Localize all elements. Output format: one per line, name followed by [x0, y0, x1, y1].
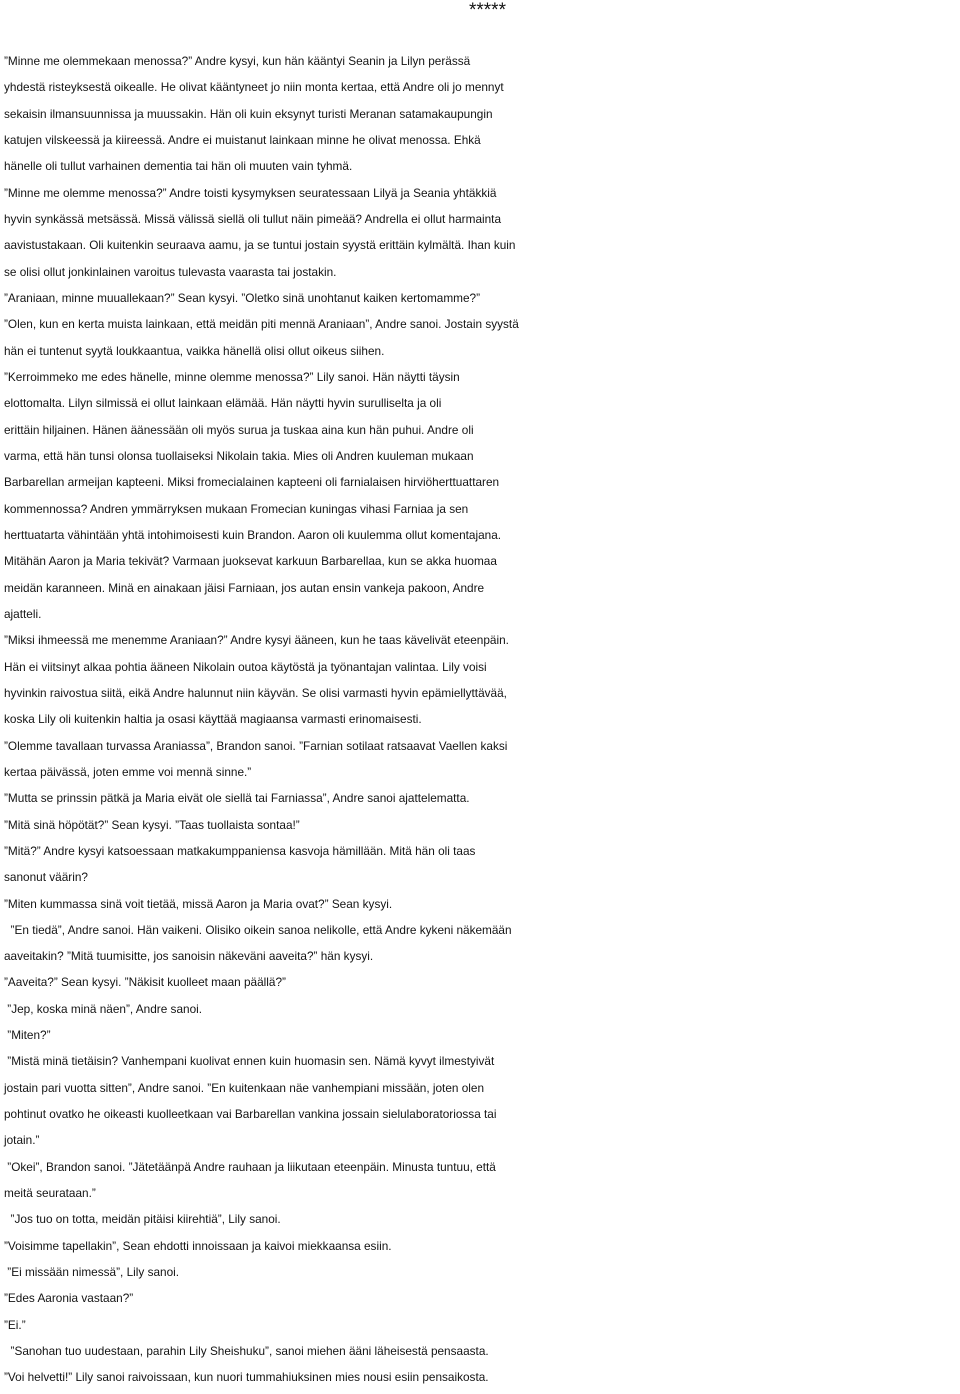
text-line: ”Ei.”: [4, 1317, 26, 1332]
text-line: Mitähän Aaron ja Maria tekivät? Varmaan juoksevat karkuun Barbarellaa, kun se akka huomaa: [4, 554, 497, 569]
text-line: hyvinkin raivostua siitä, eikä Andre halunnut niin käyvän. Se olisi varmasti hyvin epämiellyttävää,: [4, 685, 507, 700]
text-line: erittäin hiljainen. Hänen äänessään oli myös surua ja tuskaa aina kun hän puhui. Andre oli: [4, 422, 474, 437]
story-text: [4, 48, 960, 1391]
text-line: ”Minne me olemme menossa?” Andre toisti kysymyksen seuratessaan Lilyä ja Seania yhtäkkiä: [4, 185, 497, 200]
text-line: herttuatarta vähintään yhtä intohimoisesti kuin Brandon. Aaron oli kuulemma ollut komentajana.: [4, 527, 502, 542]
text-line: sanonut väärin?: [4, 870, 88, 885]
text-line: ”Miten?”: [4, 1028, 51, 1043]
text-line: ”Miten kummassa sinä voit tietää, missä Aaron ja Maria ovat?” Sean kysyi.: [4, 896, 393, 911]
text-line: hän ei tuntenut syytä loukkaantua, vaikka hänellä olisi ollut oikeus siihen.: [4, 343, 385, 358]
text-line: hänelle oli tullut varhainen dementia tai hän oli muuten vain tyhmä.: [4, 159, 353, 174]
text-line: ”En tiedä”, Andre sanoi. Hän vaikeni. Olisiko oikein sanoa nelikolle, että Andre kykeni näkemään: [4, 922, 512, 937]
text-line: Hän ei viitsinyt alkaa pohtia ääneen Nikolain outoa käytöstä ja työnantajan valintaa. Lily voisi: [4, 659, 487, 674]
section-separator: *****: [469, 0, 506, 21]
text-line: ”Kerroimmeko me edes hänelle, minne olemme menossa?” Lily sanoi. Hän näytti täysin: [4, 369, 460, 384]
text-line: ”Mitä sinä höpötät?” Sean kysyi. ”Taas tuollaista sontaa!”: [4, 817, 300, 832]
text-line: ”Aaveita?” Sean kysyi. ”Näkisit kuolleet maan päällä?”: [4, 975, 286, 990]
text-line: ”Ei missään nimessä”, Lily sanoi.: [4, 1265, 180, 1280]
text-line: elottomalta. Lilyn silmissä ei ollut lainkaan elämää. Hän näytti hyvin surulliselta ja oli: [4, 396, 442, 411]
text-line: ”Jep, koska minä näen”, Andre sanoi.: [4, 1001, 203, 1016]
text-line: ajatteli.: [4, 606, 42, 621]
text-line: katujen vilskeessä ja kiireessä. Andre ei muistanut lainkaan minne he olivat menossa. Ehkä: [4, 132, 481, 147]
text-line: koska Lily oli kuitenkin haltia ja osasi käyttää magiaansa varmasti erinomaisesti.: [4, 712, 422, 727]
text-line: ”Mitä?” Andre kysyi katsoessaan matkakumppaniensa kasvoja hämillään. Mitä hän oli taas: [4, 843, 476, 858]
text-line: ”Araniaan, minne muuallekaan?” Sean kysyi. ”Oletko sinä unohtanut kaiken kertomamme?”: [4, 290, 481, 305]
text-line: meitä seurataan.”: [4, 1186, 96, 1201]
text-line: aavistustakaan. Oli kuitenkin seuraava aamu, ja se tuntui jostain syystä erittäin kylmältä. Ihan kuin: [4, 238, 516, 253]
text-line: kommennossa? Andren ymmärryksen mukaan Fromecian kuningas vihasi Farniaa ja sen: [4, 501, 469, 516]
text-line: ”Olen, kun en kerta muista lainkaan, että meidän piti mennä Araniaan”, Andre sanoi. Jostain syystä: [4, 317, 519, 332]
text-line: jotain.”: [4, 1133, 40, 1148]
text-line: ”Mistä minä tietäisin? Vanhempani kuolivat ennen kuin huomasin sen. Nämä kyvyt ilmestyivät: [4, 1054, 495, 1069]
text-line: ”Voisimme tapellakin”, Sean ehdotti innoissaan ja kaivoi miekkaansa esiin.: [4, 1238, 392, 1253]
text-line: Barbarellan armeijan kapteeni. Miksi fromecialainen kapteeni oli farnialaisen hirviöherttuattaren: [4, 475, 500, 490]
text-line: ”Jos tuo on totta, meidän pitäisi kiirehtiä”, Lily sanoi.: [4, 1212, 281, 1227]
text-line: ”Miksi ihmeessä me menemme Araniaan?” Andre kysyi ääneen, kun he taas kävelivät eteenpäin.: [4, 633, 509, 648]
text-line: yhdestä risteyksestä oikealle. He olivat kääntyneet jo niin monta kertaa, että Andre oli jo mennyt: [4, 80, 504, 95]
text-line: ”Edes Aaronia vastaan?”: [4, 1291, 134, 1306]
text-line: meidän karanneen. Minä en ainakaan jäisi Farniaan, jos autan ensin vankeja pakoon, Andre: [4, 580, 485, 595]
text-line: jostain pari vuotta sitten”, Andre sanoi. ”En kuitenkaan näe vanhempiani missään, joten olen: [4, 1080, 485, 1095]
text-line: ”Minne me olemmekaan menossa?” Andre kysyi, kun hän kääntyi Seanin ja Lilyn perässä: [4, 54, 471, 68]
text-line: sekaisin ilmansuunnissa ja muussakin. Hän oli kuin eksynyt turisti Meranan satamakaupungin: [4, 106, 493, 121]
text-line: ”Voi helvetti!” Lily sanoi raivoissaan, kun nuori tummahiuksinen mies nousi esiin pensaikosta.: [4, 1370, 489, 1385]
text-line: kertaa päivässä, joten emme voi mennä sinne.”: [4, 764, 252, 779]
text-line: ”Mutta se prinssin pätkä ja Maria eivät ole siellä tai Farniassa”, Andre sanoi ajattelematta.: [4, 791, 470, 806]
text-line: pohtinut ovatko he oikeasti kuolleetkaan vai Barbarellan vankina jossain sielulaboratoriossa tai: [4, 1107, 497, 1122]
text-line: ”Olemme tavallaan turvassa Araniassa”, Brandon sanoi. ”Farnian sotilaat ratsaavat Vaellen kaksi: [4, 738, 508, 753]
text-line: hyvin synkässä metsässä. Missä välissä siellä oli tullut näin pimeää? Andrella ei ollut harmainta: [4, 211, 502, 226]
text-line: se olisi ollut jonkinlainen varoitus tulevasta vaarasta tai jostakin.: [4, 264, 337, 279]
text-line: ”Sanohan tuo uudestaan, parahin Lily Sheishuku”, sanoi miehen ääni läheisestä pensaasta.: [4, 1344, 489, 1359]
text-line: aaveitakin? ”Mitä tuumisitte, jos sanoisin näkeväni aaveita?” hän kysyi.: [4, 949, 374, 964]
text-line: varma, että hän tunsi olonsa tuollaiseksi Nikolain takia. Mies oli Andren kuuleman mukaan: [4, 448, 474, 463]
text-line: ”Okei”, Brandon sanoi. ”Jätetäänpä Andre rauhaan ja liikutaan eteenpäin. Minusta tuntuu, että: [4, 1159, 496, 1174]
